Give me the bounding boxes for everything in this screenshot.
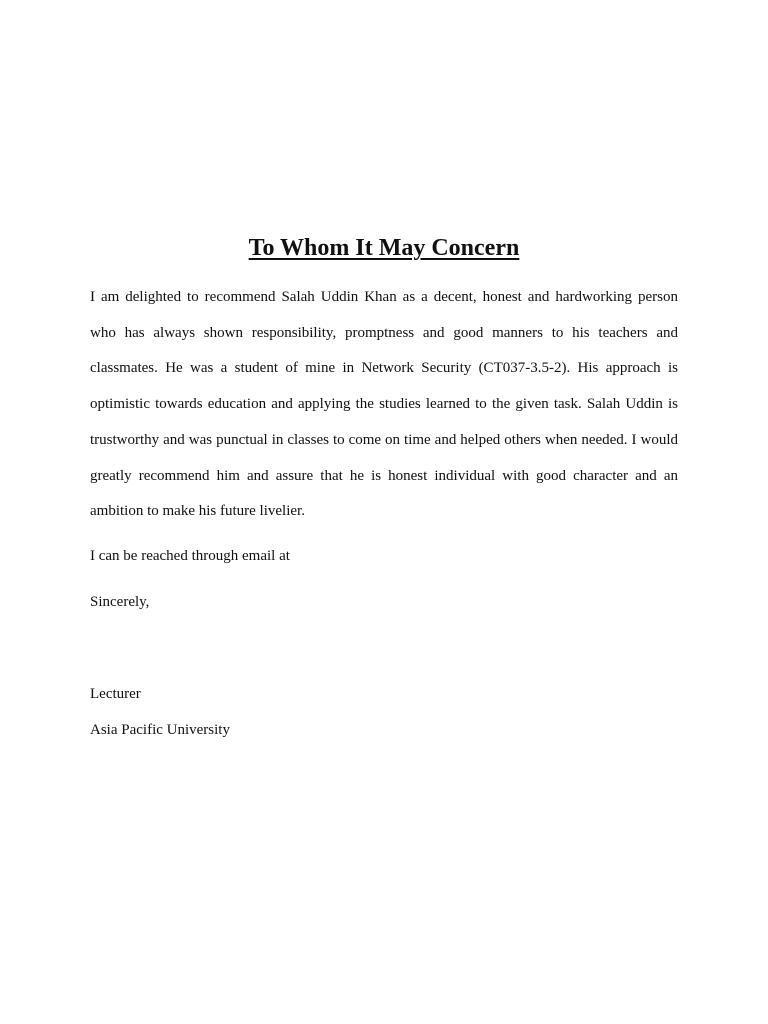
- body-line: optimistic towards education and applying the studies learned to the given task. Salah Uddin is: [90, 396, 678, 413]
- body-line: trustworthy and was punctual in classes to come on time and helped others when needed. I would: [90, 431, 678, 448]
- closing-salutation: Sincerely,: [90, 594, 150, 610]
- body-line: who has always shown responsibility, promptness and good manners to his teachers and: [90, 324, 678, 341]
- body-line: I am delighted to recommend Salah Uddin Khan as a decent, honest and hardworking person: [90, 289, 678, 305]
- body-line: greatly recommend him and assure that he is honest individual with good character and an: [90, 467, 678, 484]
- signature-title: Lecturer: [90, 686, 141, 702]
- letter-title: To Whom It May Concern: [248, 235, 520, 261]
- contact-line: I can be reached through email at: [90, 548, 290, 564]
- body-line: ambition to make his future livelier.: [90, 503, 305, 520]
- body-line: classmates. He was a student of mine in Network Security (CT037-3.5-2). His approach is: [90, 360, 678, 377]
- letter-body: [90, 280, 678, 530]
- signature-organization: Asia Pacific University: [90, 722, 230, 738]
